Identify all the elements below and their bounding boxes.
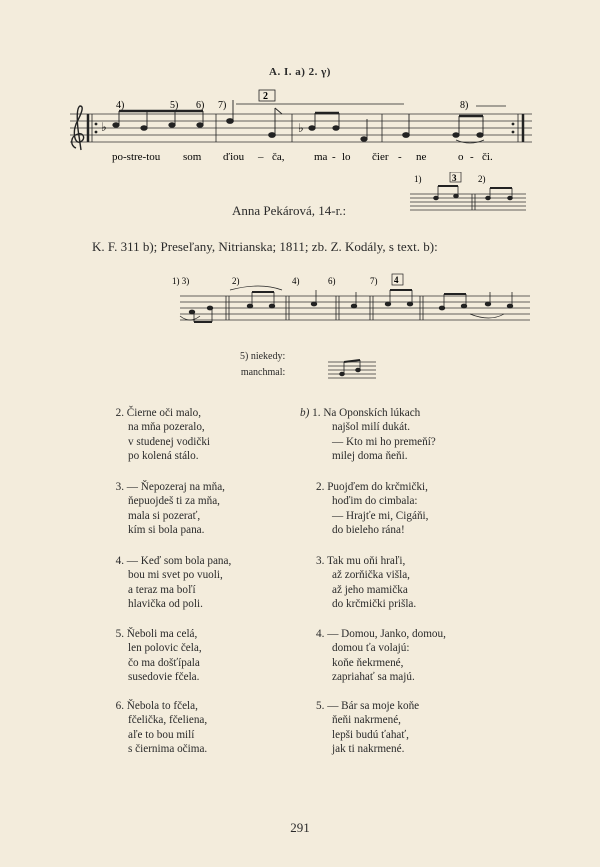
music-staff-2 [170, 272, 536, 324]
svg-text:6): 6) [196, 100, 205, 111]
svg-text:či.: či. [482, 151, 493, 163]
music-staff-variant-1 [400, 172, 530, 212]
svg-text:2): 2) [478, 174, 486, 184]
svg-text:ča,: ča, [272, 151, 285, 163]
svg-text:-: - [470, 151, 474, 163]
tune-heading: A. I. a) 2. γ) [269, 66, 331, 78]
svg-text:5): 5) [170, 100, 179, 111]
svg-text:4): 4) [292, 276, 300, 286]
page-number: 291 [290, 820, 310, 835]
svg-text:8): 8) [460, 100, 469, 111]
music-staff-1 [60, 86, 540, 168]
singer-attribution: Anna Pekárová, 14-r.: [232, 203, 347, 218]
source-citation: K. F. 311 b); Preseľany, Nitrianska; 1811; zb. Z. Kodály, s text. b): [92, 239, 438, 254]
stanza-b-3: 3. Tak mu oňi hraľi, až zorňička višla, až jeho mamička do krčmički prišla. [316, 555, 417, 611]
svg-text:-: - [398, 151, 402, 163]
svg-text:6): 6) [328, 276, 336, 286]
stanza-2: 2. Čierne oči malo, na mňa pozeralo, v studenej vodički po kolená stálo. [115, 407, 211, 463]
music-staff-variant-2 [324, 356, 380, 382]
svg-text:lo: lo [342, 151, 351, 163]
svg-text:–: – [258, 151, 264, 163]
stanza-b-5: 5. — Bár sa moje koňe ňeňi nakrmené, lepši budú ťahať, jak ti nakrmené. [316, 700, 420, 756]
svg-text:3: 3 [452, 173, 457, 183]
svg-text:po-stre-tou: po-stre-tou [112, 151, 161, 163]
stanza-5: 5. Ňeboli ma celá, len polovic čela, čo ma došťípala susedovie fčela. [115, 628, 202, 684]
svg-text:4): 4) [116, 100, 125, 111]
svg-text:7): 7) [218, 100, 227, 111]
stanza-6: 6. Ňebola to fčela, fčelička, fčeliena, aľe to bou milí s čiernima očima. [115, 700, 208, 756]
stanza-3: 3. — Ňepozeraj na mňa, ňepuojdeš ti za mňa, mala si pozerať, kím si bola pana. [115, 481, 225, 537]
svg-text:1): 1) [414, 174, 422, 184]
stanza-b-2: 2. Puojďem do krčmički, hoďim do cimbala: — Hrajťe mi, Cigáňi, do bieleho rána! [316, 481, 429, 537]
svg-text:o: o [458, 151, 464, 163]
svg-text:čier: čier [372, 151, 389, 163]
svg-text:♭: ♭ [101, 120, 107, 134]
svg-text:7): 7) [370, 276, 378, 286]
svg-text:ďiou: ďiou [223, 151, 245, 163]
stanza-b-1: b) 1. Na Oponskích lúkach najšol milí dukát. — Kto mi ho premeňí? milej doma ňeňi. [300, 407, 436, 463]
svg-text:4: 4 [394, 275, 399, 285]
svg-text:som: som [183, 151, 202, 163]
variant-note: 5) niekedy: manchmal: [240, 351, 286, 378]
svg-text:ma: ma [314, 151, 328, 163]
stanza-b-4: 4. — Domou, Janko, domou, domou ťa volajú: koňe ňekrmené, zapriahať sa majú. [316, 628, 446, 684]
svg-text:2: 2 [263, 91, 268, 102]
svg-text:2): 2) [232, 276, 240, 286]
svg-text:1) 3): 1) 3) [172, 276, 190, 286]
svg-text:-: - [332, 151, 336, 163]
svg-text:♭: ♭ [298, 121, 304, 135]
svg-text:ne: ne [416, 151, 427, 163]
stanza-4: 4. — Keď som bola pana, bou mi svet po vuoli, a teraz ma boľí hlavička od poli. [115, 555, 232, 611]
